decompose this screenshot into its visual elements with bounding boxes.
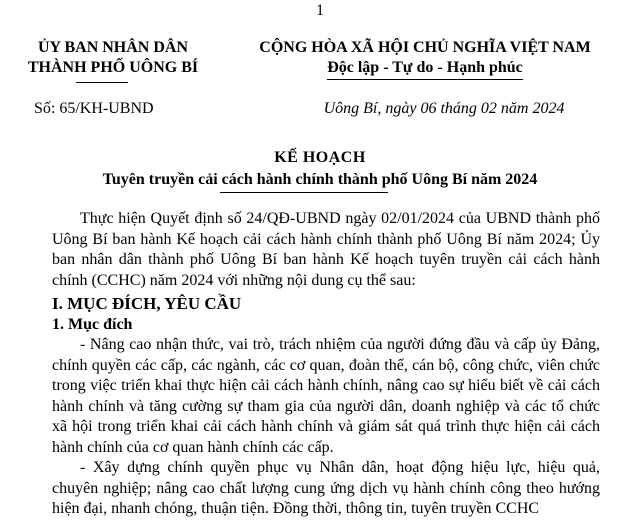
document-body <box>52 209 600 520</box>
body-paragraph: - Xây dựng chính quyền phục vụ Nhân dân, hoạt động hiệu lực, hiệu quả, chuyên nghiệp; nâng cao chất lượng cung ứng dịch vụ hành chính công theo hướng hiện đại, nhanh chóng, thuận tiện. Đồng thời, thông tin, tuyên truyền CCHC <box>52 459 600 517</box>
national-title <box>225 38 625 80</box>
issuer-line2: THÀNH PHỐ UÔNG BÍ <box>27 59 199 76</box>
issuer-underline <box>76 82 128 83</box>
document-header <box>0 38 640 98</box>
page-number: 1 <box>316 2 324 19</box>
document-number: Số: 65/KH-UBND <box>34 100 154 117</box>
intro-paragraph: Thực hiện Quyết định số 24/QĐ-UBND ngày 02/01/2024 của UBND thành phố Uông Bí ban hành Kế hoạch cải cách hành chính thành phố Uông Bí năm 2024; Ủy ban nhân dân thành phố Uông Bí ban hành Kế hoạch tuyên truyền cải cách hành chính (CCHC) năm 2024 với những nội dung cụ thể sau: <box>52 210 600 289</box>
issuing-authority <box>18 38 208 78</box>
document-subtitle: Tuyên truyền cải cách hành chính thành phố Uông Bí năm 2024 <box>102 171 538 188</box>
place-date: Uông Bí, ngày 06 tháng 02 năm 2024 <box>323 100 565 117</box>
subtitle-underline <box>220 192 388 193</box>
section-heading: I. MỤC ĐÍCH, YÊU CẦU <box>52 294 242 313</box>
body-paragraph: - Nâng cao nhận thức, vai trò, trách nhiệm của người đứng đầu và cấp ủy Đảng, chính quyền các cấp, các ngành, các cơ quan, đoàn thể, cán bộ, công chức, viên chức trong việc triển khai thực hiện cải cách hành chính, nâng cao sự hiểu biết về cải cách hành chính và tăng cường sự tham gia của người dân, doanh nghiệp và các tổ chức xã hội trong triển khai cải cách hành chính và giám sát quá trình thực hiện cải cách hành chính của cơ quan hành chính các cấp. <box>52 336 600 456</box>
issuer-line1: ỦY BAN NHÂN DÂN <box>37 39 189 56</box>
national-name: CỘNG HÒA XÃ HỘI CHỦ NGHĨA VIỆT NAM <box>259 39 591 56</box>
national-motto: Độc lập - Tự do - Hạnh phúc <box>327 58 523 80</box>
document-title: KẾ HOẠCH <box>274 149 366 166</box>
subsection-heading: 1. Mục đích <box>52 316 133 333</box>
